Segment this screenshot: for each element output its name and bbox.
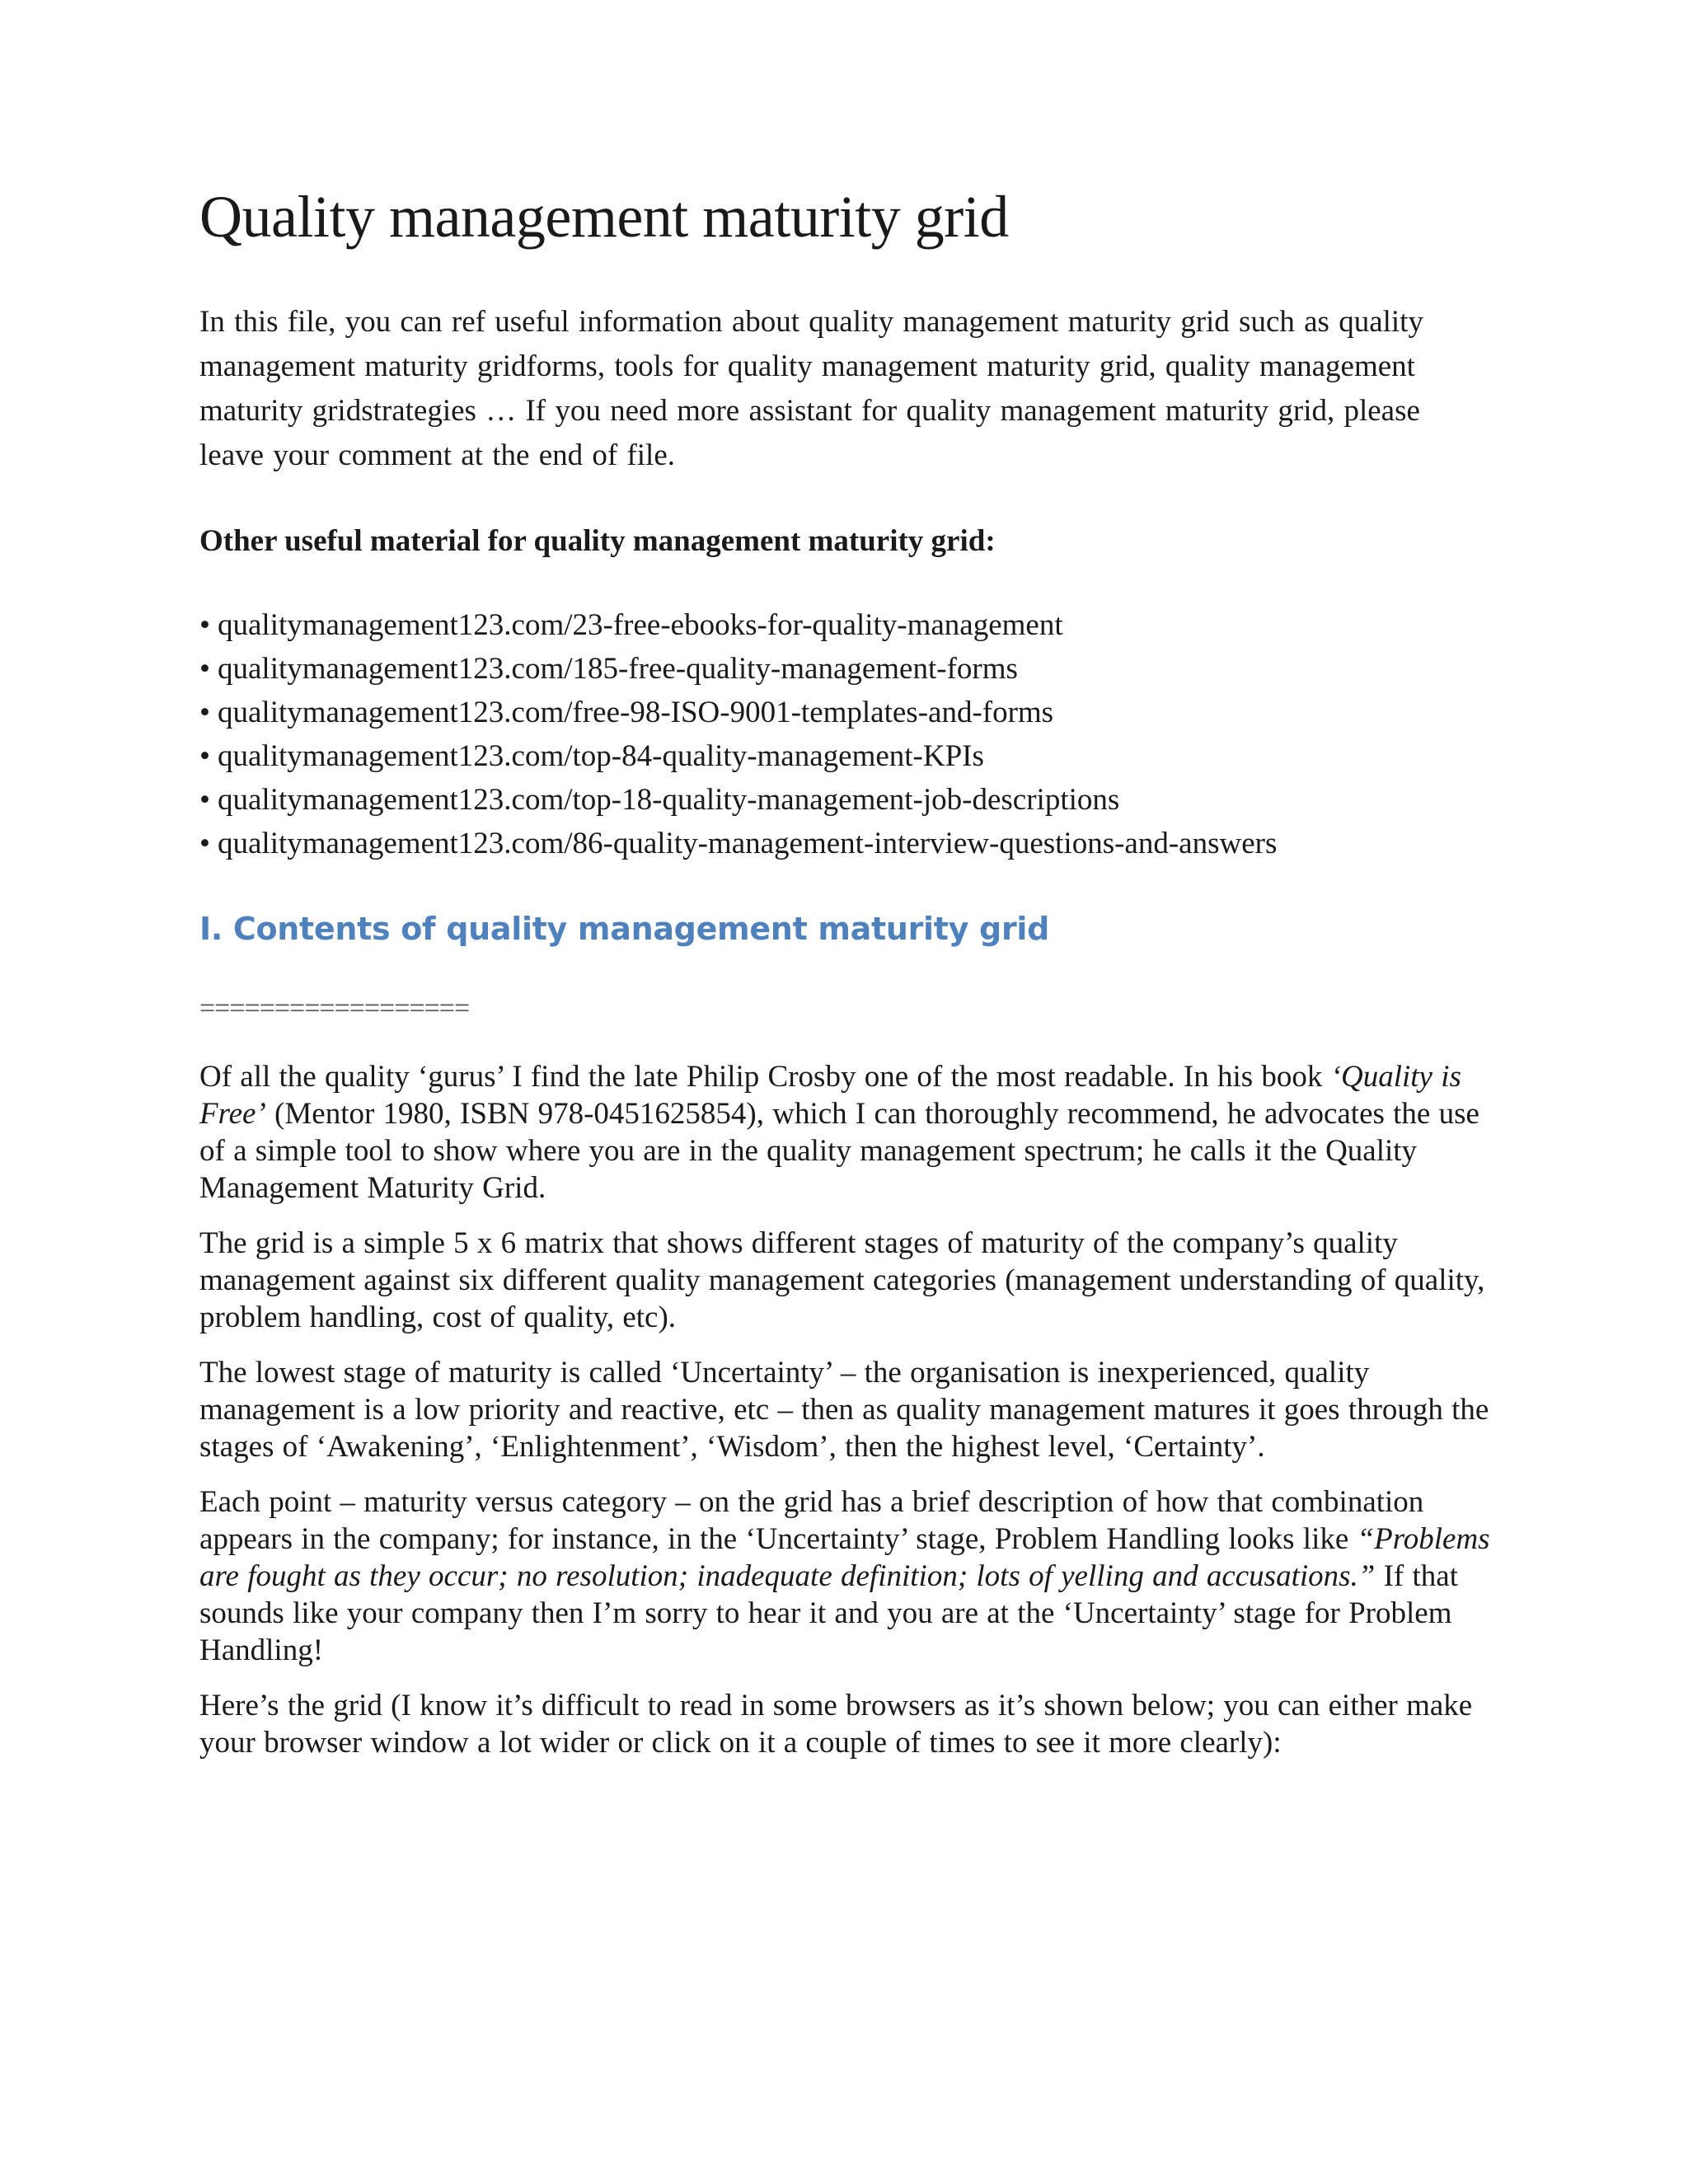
bullet-icon: • <box>199 827 210 861</box>
list-item[interactable] <box>199 778 1493 822</box>
list-item[interactable] <box>199 647 1493 691</box>
page-title: Quality management maturity grid <box>199 184 1009 250</box>
quote-text: “Problems are fought as they occur; no resolution; inadequate definition; lots of yelling and accusations.” <box>199 1522 1490 1594</box>
bullet-icon: • <box>199 783 210 818</box>
grid-description-paragraph: The grid is a simple 5 x 6 matrix that shows different stages of maturity of the company’s quality management against six different quality management categories (management understanding of quality, problem handling, cost of quality, etc). <box>199 1226 1485 1335</box>
paragraph-text: Each point – maturity versus category – on the grid has a brief description of how that combination appears in the company; for instance, in the ‘Uncertainty’ stage, Problem Handling looks like <box>199 1485 1424 1557</box>
list-item[interactable] <box>199 822 1493 865</box>
resource-link[interactable]: qualitymanagement123.com/86-quality-management-interview-questions-and-answers <box>218 827 1278 861</box>
paragraph-text: Of all the quality ‘gurus’ I find the late Philip Crosby one of the most readable. In his book <box>199 1060 1331 1094</box>
maturity-stages-paragraph: The lowest stage of maturity is called ‘Uncertainty’ – the organisation is inexperienced, quality management is a low priority and reactive, etc – then as quality management matures it goes through the stages of ‘Awakening’, ‘Enlightenment’, ‘Wisdom’, then the highest level, ‘Certainty’. <box>199 1356 1489 1465</box>
grid-intro-paragraph: Here’s the grid (I know it’s difficult to read in some browsers as it’s shown below; you can either make your browser window a lot wider or click on it a couple of times to see it more clearly): <box>199 1689 1473 1760</box>
intro-paragraph: In this file, you can ref useful information about quality management maturity grid such as quality management maturity gridforms, tools for quality management maturity grid, quality management maturity gridstrategies … If you need more assistant for quality management maturity grid, please leave your comment at the end of file. <box>199 305 1423 473</box>
example-paragraph <box>199 1483 1493 1669</box>
paragraph-text: If that sounds like your company then I’m sorry to hear it and you are at the ‘Uncertainty’ stage for Problem Handling! <box>199 1559 1458 1668</box>
list-item[interactable] <box>199 603 1493 647</box>
paragraph-text: (Mentor 1980, ISBN 978-0451625854), which I can thoroughly recommend, he advocates the use of a simple tool to show where you are in the quality management spectrum; he calls it the Quality Management Maturity Grid. <box>199 1097 1479 1206</box>
resource-link-list <box>199 603 1493 865</box>
book-title: ‘Quality is Free’ <box>199 1060 1461 1132</box>
resource-link[interactable]: qualitymanagement123.com/23-free-ebooks-for-quality-management <box>218 608 1063 643</box>
bullet-icon: • <box>199 696 210 730</box>
section-heading: I. Contents of quality management maturity grid <box>199 911 1050 948</box>
resource-link[interactable]: qualitymanagement123.com/top-84-quality-management-KPIs <box>218 739 984 774</box>
bullet-icon: • <box>199 739 210 774</box>
crosby-paragraph <box>199 1058 1493 1207</box>
document-page <box>199 181 1493 1761</box>
bullet-icon: • <box>199 608 210 643</box>
list-item[interactable] <box>199 691 1493 734</box>
list-item[interactable] <box>199 734 1493 778</box>
other-material-heading: Other useful material for quality management maturity grid: <box>199 524 996 559</box>
bullet-icon: • <box>199 652 210 687</box>
resource-link[interactable]: qualitymanagement123.com/185-free-quality-management-forms <box>218 652 1018 687</box>
resource-link[interactable]: qualitymanagement123.com/top-18-quality-management-job-descriptions <box>218 783 1120 818</box>
separator-line: ================== <box>199 993 470 1024</box>
resource-link[interactable]: qualitymanagement123.com/free-98-ISO-9001-templates-and-forms <box>218 696 1054 730</box>
